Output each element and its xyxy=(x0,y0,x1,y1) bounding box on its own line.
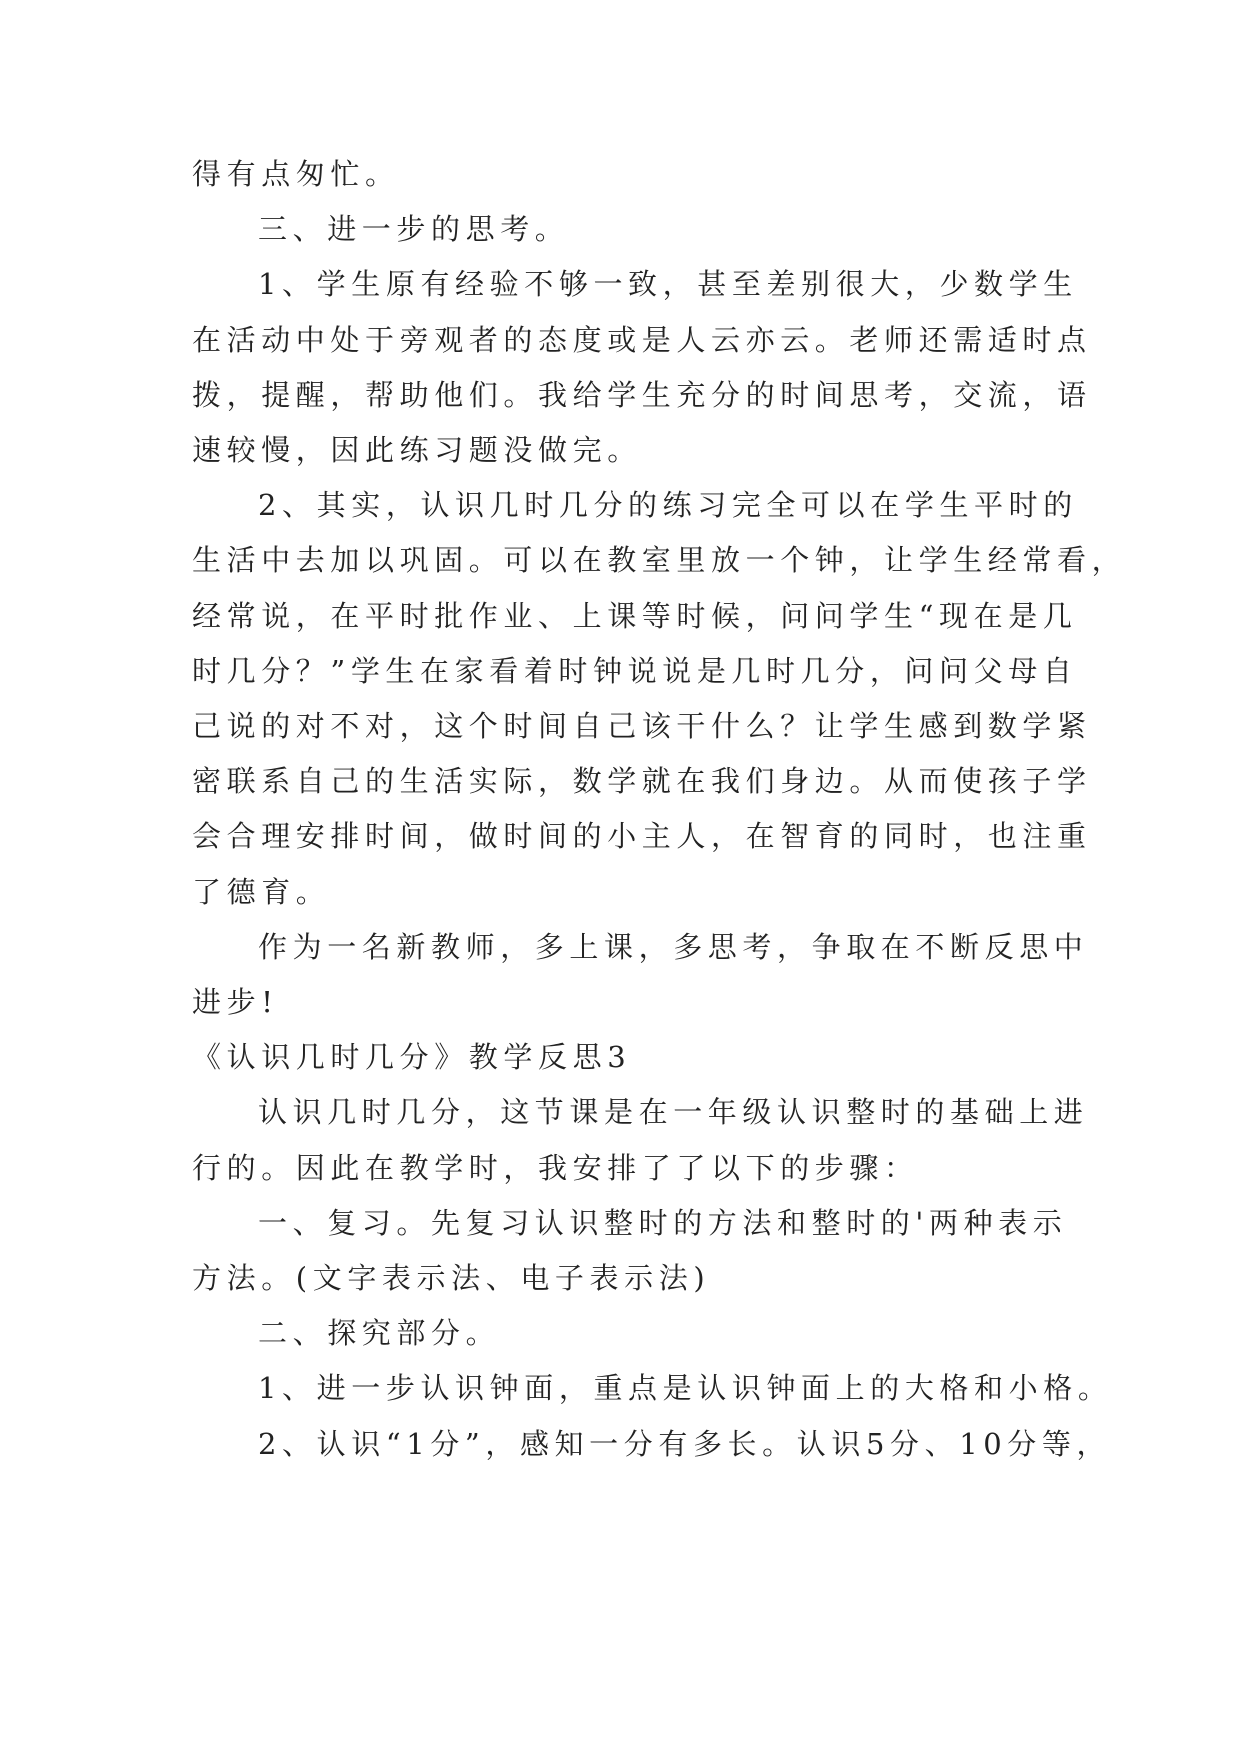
text-line: 二、探究部分。 xyxy=(258,1316,501,1351)
text-line: 在活动中处于旁观者的态度或是人云亦云。老师还需适时点 xyxy=(192,322,1092,357)
text-line: 1、学生原有经验不够一致，甚至差别很大，少数学生 xyxy=(258,267,1078,302)
text-line: 行的。因此在教学时，我安排了了以下的步骤： xyxy=(192,1150,919,1185)
text-line: 认识几时几分，这节课是在一年级认识整时的基础上进 xyxy=(258,1095,1089,1130)
text-line: 方法。(文字表示法、电子表示法) xyxy=(192,1261,711,1295)
text-line: 1、进一步认识钟面，重点是认识钟面上的大格和小格。 xyxy=(258,1371,1113,1406)
text-line: 己说的对不对，这个时间自己该干什么？让学生感到数学紧 xyxy=(192,709,1092,743)
text-line: 2、其实，认识几时几分的练习完全可以在学生平时的 xyxy=(258,488,1078,523)
text-line: 时几分？”学生在家看着时钟说说是几时几分，问问父母自 xyxy=(192,653,1078,688)
text-line: 经常说，在平时批作业、上课等时候，问问学生“现在是几 xyxy=(192,598,1078,633)
text-line: 了德育。 xyxy=(192,874,331,909)
text-line: 拨，提醒，帮助他们。我给学生充分的时间思考，交流，语 xyxy=(192,377,1092,412)
text-line: 三、进一步的思考。 xyxy=(258,212,570,247)
text-line: 速较慢，因此练习题没做完。 xyxy=(192,433,642,467)
text-line: 作为一名新教师，多上课，多思考，争取在不断反思中 xyxy=(258,929,1089,964)
section-heading: 《认识几时几分》教学反思3 xyxy=(192,1040,632,1075)
text-line: 会合理安排时间，做时间的小主人，在智育的同时，也注重 xyxy=(192,819,1092,854)
text-line: 生活中去加以巩固。可以在教室里放一个钟，让学生经常看， xyxy=(192,543,1127,578)
text-line: 2、认识“1分”，感知一分有多长。认识5分、10分等， xyxy=(258,1426,1112,1461)
text-line: 一、复习。先复习认识整时的方法和整时的'两种表示 xyxy=(258,1205,1068,1240)
text-line: 得有点匆忙。 xyxy=(192,157,400,191)
text-line: 进步! xyxy=(192,985,279,1019)
text-line: 密联系自己的生活实际，数学就在我们身边。从而使孩子学 xyxy=(192,764,1092,799)
